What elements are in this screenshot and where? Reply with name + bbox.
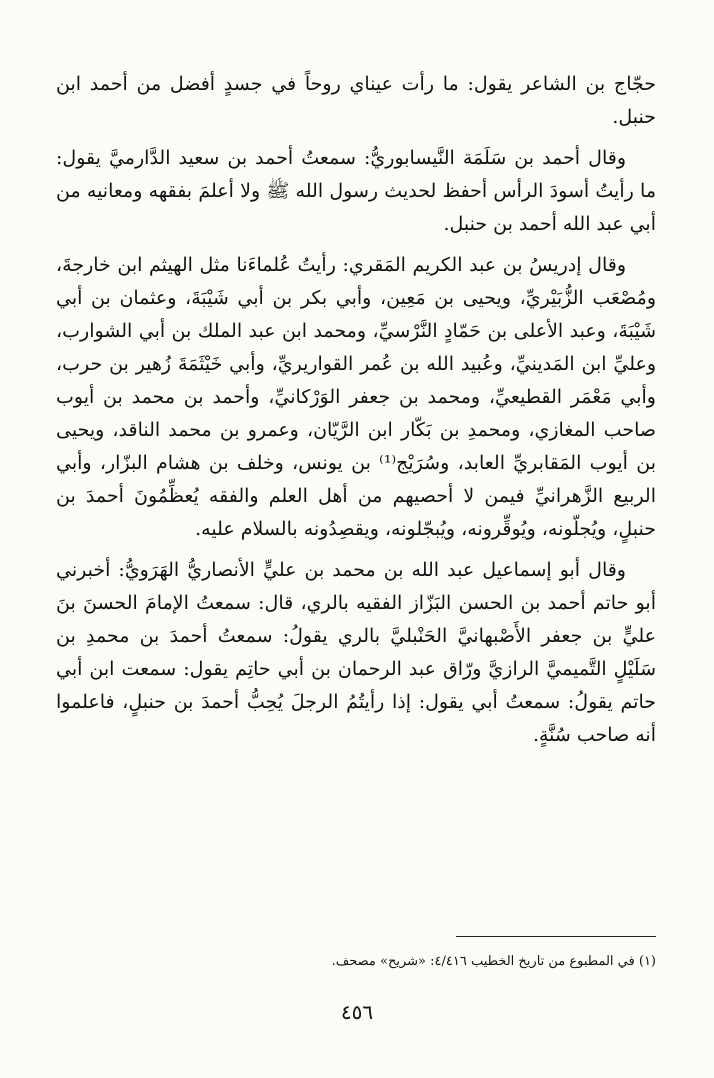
page-number: ٤٥٦ — [340, 1000, 374, 1024]
paragraph: حجّاج بن الشاعر يقول: ما رأت عيناي روحاً في جسدٍ أفضل من أحمد ابن حنبل. — [56, 73, 656, 128]
paragraph: وقال أحمد بن سَلَمَة النَّيسابوريُّ: سمعتُ أحمد بن سعيد الدَّارميَّ يقول: ما رأيتُ أسودَ الرأس أحفظ لحديث رسول الله ﷺ ولا أعلمَ بفقهه ومعانيه من أبي عبد الله أحمد بن حنبل. — [56, 147, 656, 235]
footnote-divider — [456, 936, 656, 937]
paragraph: وقال أبو إسماعيل عبد الله بن محمد بن عليٍّ الأنصاريُّ الهَرَويُّ: أخبرني أبو حاتم أحمد بن الحسن البَزّاز الفقيه بالري، قال: سمعتُ الإمامَ الحسنَ بنَ عليٍّ بن جعفر الأَصْبهانيَّ الحَنْبليَّ بالري يقولُ: سمعتُ أحمدَ بن محمدِ بن سَلَيْلٍ التَّميميَّ الرازيَّ ورّاق عبد الرحمان بن أبي حاتِم يقول: سمعت ابن أبي حاتم يقولُ: سمعتُ أبي يقول: إذا رأيتُمُ الرجلَ يُحِبُّ أحمدَ بن حنبلٍ، فاعلموا أنه صاحب سُنَّةٍ. — [56, 559, 656, 746]
footnote: (١) في المطبوع من تاريخ الخطيب ٤/٤١٦: «شريح» مصحف. — [331, 954, 656, 969]
paragraph: وقال إدريسُ بن عبد الكريم المَقري: رأيتُ عُلماءَنا مثل الهيثم ابن خارجةَ، ومُصْعَب الزُّبَيْريِّ، ويحيى بن مَعِين، وأبي بكر بن أبي شَيْبَةَ، وعثمان بن أبي شَيْبَةَ، وعبد الأعلى بن حَمّادٍ النَّرْسيِّ، ومحمد ابن عبد الملك بن أبي الشوارب، وعليِّ ابن المَدينيِّ، وعُبيد الله بن عُمر القواريريِّ، وأبي خَيْثَمَةَ زُهير بن حرب، وأبي مَعْمَر القطيعيِّ، ومحمد بن جعفر الوَرْكانيِّ، وأحمد بن محمد بن أيوب صاحب المغازي، ومحمدِ بن بَكّار ابن الرَّيّان، وعمرو بن محمد الناقد، ويحيى بن أيوب المَقابريِّ العابد، وسُرَيْج⁽¹⁾ بن يونس، وخلف بن هشام البزّار، وأبي الربيع الزَّهرانيِّ فيمن لا أحصيهم من أهل العلم والفقه يُعظِّمُونَ أحمدَ بن حنبلٍ، ويُجلّونه، ويُوقِّرونه، ويُبجّلونه، ويقصِدُونه بالسلام عليه. — [56, 254, 656, 540]
main-text — [56, 68, 656, 760]
